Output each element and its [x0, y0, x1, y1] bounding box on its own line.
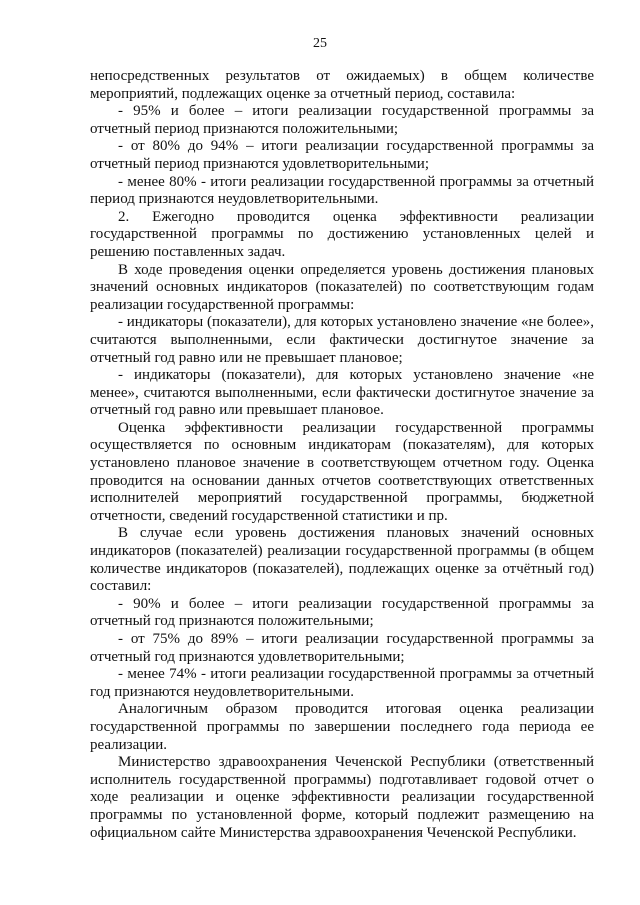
paragraph: В ходе проведения оценки определяется уровень достижения плановых значений основных индикаторов (показателей) по соответствующим годам реализации государственной программы:	[90, 261, 594, 313]
paragraph: 2. Ежегодно проводится оценка эффективности реализации государственной программы по достижению установленных целей и решению поставленных задач.	[90, 208, 594, 260]
list-item: - от 75% до 89% – итоги реализации государственной программы за отчетный год признаются удовлетворительными;	[90, 631, 594, 665]
list-item: - менее 80% - итоги реализации государственной программы за отчетный период признаются неудовлетворительными.	[90, 173, 594, 208]
paragraph: Оценка эффективности реализации государственной программы осуществляется по основным индикаторам (показателям), для которых установлено плановое значение в соответствующем отчетном году. Оценка проводится на основании данных отчетов соответствующих ответственных исполнителей мероприятий государственной программы, бюджетной отчетности, сведений государственной статистики и пр.	[90, 419, 594, 524]
list-item: - 90% и более – итоги реализации государственной программы за отчетный год признаются положительными;	[90, 595, 594, 630]
list-item: - индикаторы (показатели), для которых установлено значение «не менее», считаются выполненными, если фактически достигнутое значение за отчетный год равно или превышает плановое.	[90, 367, 594, 419]
paragraph: непосредственных результатов от ожидаемых) в общем количестве мероприятий, подлежащих оценке за отчетный период, составила:	[90, 68, 594, 102]
list-item: - 95% и более – итоги реализации государственной программы за отчетный период признаются положительными;	[90, 103, 594, 137]
list-item: - менее 74% - итоги реализации государственной программы за отчетный год признаются неудовлетворительными.	[90, 666, 594, 700]
document-body	[90, 68, 594, 842]
list-item: - индикаторы (показатели), для которых установлено значение «не более», считаются выполненными, если фактически достигнутое значение за отчетный год равно или не превышает плановое;	[90, 314, 594, 366]
paragraph: Министерство здравоохранения Чеченской Республики (ответственный исполнитель государственной программы) подготавливает годовой отчет о ходе реализации и оценке эффективности реализации государственной программы по установленной форме, который подлежит размещению на официальном сайте Министерства здравоохранения Чеченской Республики.	[90, 754, 594, 841]
paragraph: Аналогичным образом проводится итоговая оценка реализации государственной программы по завершении последнего года периода ее реализации.	[90, 701, 594, 753]
paragraph: В случае если уровень достижения плановых значений основных индикаторов (показателей) реализации государственной программы (в общем количестве индикаторов (показателей), подлежащих оценке за отчётный год) составил:	[90, 525, 594, 595]
list-item: - от 80% до 94% – итоги реализации государственной программы за отчетный период признаются удовлетворительными;	[90, 138, 594, 172]
page-number: 25	[313, 36, 327, 51]
